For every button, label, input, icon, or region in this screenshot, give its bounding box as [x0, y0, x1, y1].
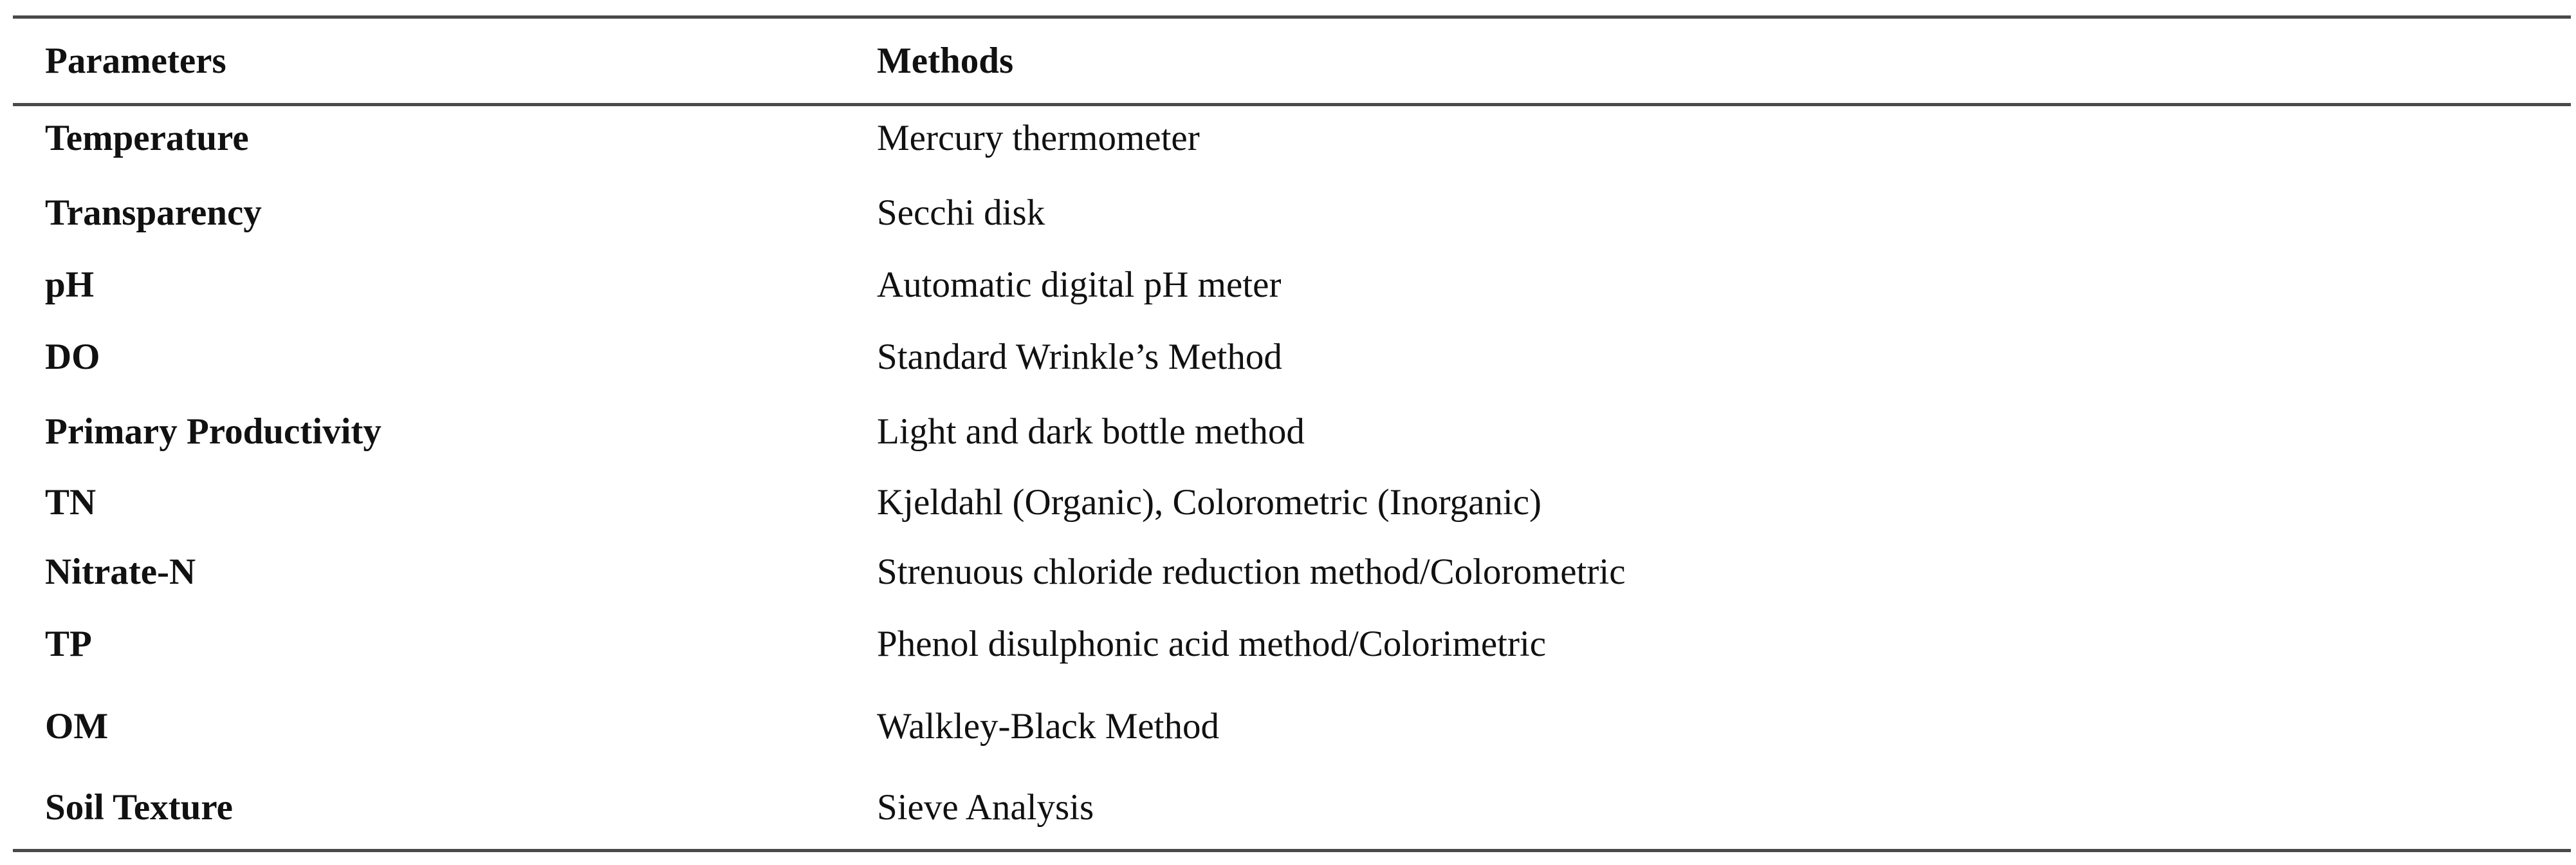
header-methods: Methods	[877, 41, 1014, 81]
parameter-cell: TN	[45, 482, 97, 523]
table-row	[13, 484, 2571, 542]
method-cell: Standard Wrinkle’s Method	[877, 337, 1282, 377]
parameter-cell: Transparency	[45, 192, 262, 233]
table-row	[13, 266, 2571, 324]
method-cell: Strenuous chloride reduction method/Colorometric	[877, 552, 1626, 592]
parameter-cell: OM	[45, 706, 109, 747]
method-cell: Walkley-Black Method	[877, 706, 1220, 747]
table-row	[13, 553, 2571, 611]
table-row	[13, 708, 2571, 766]
parameter-cell: Nitrate-N	[45, 552, 196, 592]
method-cell: Light and dark bottle method	[877, 411, 1305, 452]
table-row	[13, 339, 2571, 396]
parameter-cell: Temperature	[45, 118, 249, 158]
parameter-cell: Primary Productivity	[45, 411, 382, 452]
method-cell: Kjeldahl (Organic), Colorometric (Inorganic)	[877, 482, 1542, 523]
table-row	[13, 194, 2571, 252]
table-header-rule	[13, 103, 2571, 106]
table-top-rule	[13, 15, 2571, 19]
parameter-cell: TP	[45, 624, 92, 664]
table-row	[13, 626, 2571, 684]
table-row	[13, 789, 2571, 847]
parameter-cell: pH	[45, 265, 95, 305]
method-cell: Automatic digital pH meter	[877, 265, 1282, 305]
table-row	[13, 413, 2571, 471]
method-cell: Sieve Analysis	[877, 787, 1094, 828]
method-cell: Mercury thermometer	[877, 118, 1200, 158]
table-row	[13, 120, 2571, 178]
header-parameters: Parameters	[45, 41, 226, 81]
method-cell: Phenol disulphonic acid method/Colorimetric	[877, 624, 1547, 664]
parameter-cell: Soil Texture	[45, 787, 233, 828]
method-cell: Secchi disk	[877, 192, 1045, 233]
table-bottom-rule	[13, 849, 2571, 852]
parameter-cell: DO	[45, 337, 100, 377]
